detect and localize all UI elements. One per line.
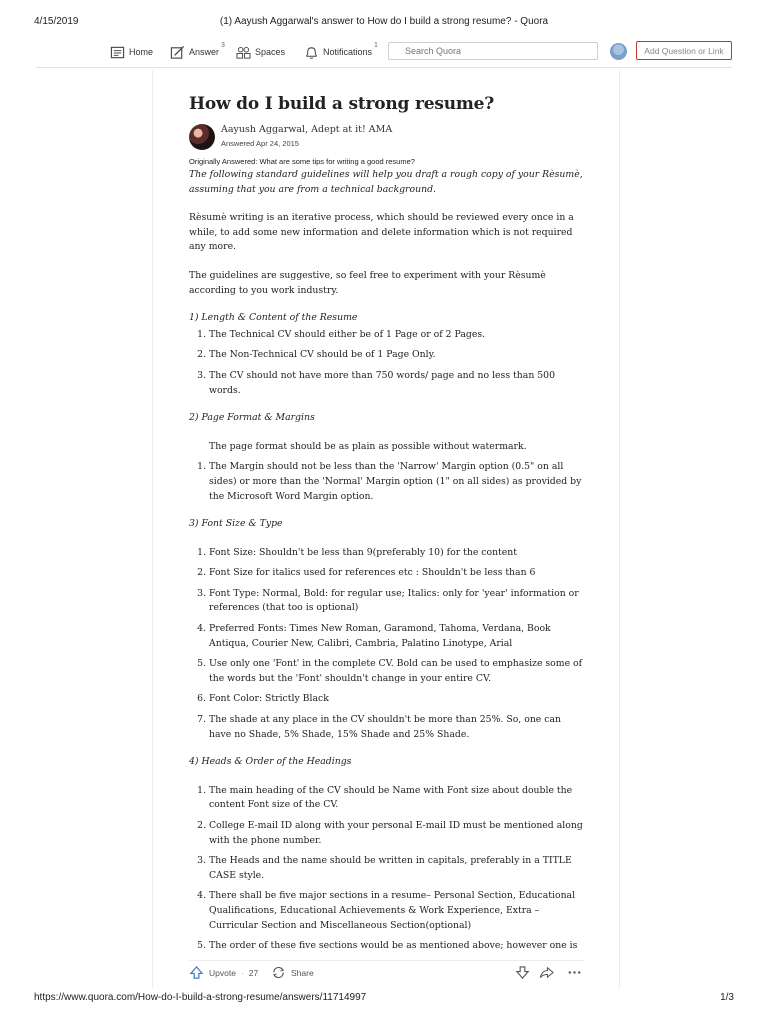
nav-notifications-badge: 1 — [374, 41, 378, 49]
section-heading-2: 2) Page Format & Margins — [189, 412, 315, 424]
list-item: 1. The main heading of the CV should be Name with Font size about double the content Font size of the CV. — [209, 784, 584, 813]
section-heading-1: 1) Length & Content of the Resume — [189, 312, 358, 324]
forward-button[interactable] — [539, 965, 554, 980]
more-options-button[interactable] — [567, 965, 582, 980]
section-3-list — [209, 546, 584, 743]
author-row — [189, 124, 584, 154]
nav-notifications-label: Notifications — [323, 47, 373, 57]
list-item: 2. The Non-Technical CV should be of 1 Page Only. — [209, 348, 584, 363]
list-item: 2. College E-mail ID along with your personal E-mail ID must be mentioned along with the phone number. — [209, 819, 584, 848]
answered-date[interactable]: Answered Apr 24, 2015 — [221, 139, 299, 148]
section-heading-3: 3) Font Size & Type — [189, 518, 283, 530]
section-1-list — [209, 328, 584, 398]
question-title[interactable]: How do I build a strong resume? — [189, 94, 495, 114]
arrow-down-icon — [515, 965, 530, 980]
print-footer — [34, 992, 734, 1006]
list-item: 1. The Margin should not be less than the 'Narrow' Margin option (0.5" on all sides) or more than the 'Normal' Margin option (1" on all sides) as provided by the Microsoft Word Margin option. — [209, 460, 584, 504]
user-avatar[interactable] — [610, 43, 627, 60]
list-item: 4. Preferred Fonts: Times New Roman, Garamond, Tahoma, Verdana, Book Antiqua, Courier New, Calibri, Cambria, Palatino Linotype, Arial — [209, 622, 584, 651]
list-item: 5. The order of these five sections would be as mentioned above; however one is — [209, 939, 584, 954]
list-item: 3. The CV should not have more than 750 words/ page and no less than 500 words. — [209, 369, 584, 398]
print-page-number: 1/3 — [720, 992, 734, 1003]
nav-home-label: Home — [129, 47, 154, 57]
upvote-count: 27 — [248, 967, 259, 978]
nav-answer[interactable] — [170, 42, 227, 62]
author-avatar[interactable] — [189, 124, 215, 150]
answer-card — [152, 70, 620, 988]
section-2-list — [209, 460, 584, 504]
home-icon — [110, 45, 125, 60]
upvote-button[interactable] — [189, 965, 258, 980]
search-input[interactable] — [388, 42, 598, 60]
pencil-square-icon — [170, 45, 185, 60]
list-item: 6. Font Color: Strictly Black — [209, 692, 584, 707]
nav-answer-badge: 3 — [221, 41, 225, 49]
people-icon — [236, 45, 251, 60]
more-dots-icon — [567, 965, 582, 980]
nav-notifications[interactable] — [304, 42, 380, 62]
section-2-lead — [209, 440, 584, 455]
add-question-button[interactable]: Add Question or Link — [636, 41, 732, 60]
share-button[interactable] — [271, 965, 314, 980]
paragraph-1: Rèsumè writing is an iterative process, which should be reviewed every once in a while, to add some new information and delete information which is not required any more. — [189, 212, 574, 253]
top-navigation-bar — [36, 36, 732, 68]
upvote-separator: · — [240, 967, 244, 978]
list-item: 3. The Heads and the name should be written in capitals, preferably in a TITLE CASE style. — [209, 854, 584, 883]
answer-action-bar — [189, 960, 585, 984]
print-date: 4/15/2019 — [34, 16, 79, 27]
list-item: 1. The Technical CV should either be of 1 Page or of 2 Pages. — [209, 328, 584, 343]
nav-spaces-label: Spaces — [255, 47, 286, 57]
bell-icon — [304, 45, 319, 60]
print-url: https://www.quora.com/How-do-I-build-a-strong-resume/answers/11714997 — [34, 992, 367, 1003]
print-title: (1) Aayush Aggarwal's answer to How do I build a strong resume? - Quora — [219, 16, 549, 27]
section-4-list — [209, 784, 584, 954]
list-item: The page format should be as plain as possible without watermark. — [209, 440, 527, 452]
section-heading-4: 4) Heads & Order of the Headings — [189, 756, 352, 768]
list-item: 3. Font Type: Normal, Bold: for regular use; Italics: only for 'year' information or references (that too is optional) — [209, 587, 584, 616]
arrow-up-icon — [189, 965, 204, 980]
list-item: 4. There shall be five major sections in a resume– Personal Section, Educational Qualifications, Educational Achievements & Work Experience, Extra – Curricular Section and Miscellaneous Section(optional) — [209, 889, 584, 933]
paragraph-2: The guidelines are suggestive, so feel free to experiment with your Rèsumè according to you work industry. — [189, 269, 546, 296]
list-item: 7. The shade at any place in the CV shouldn't be more than 25%. So, one can have no Shade, 5% Shade, 15% Shade and 25% Shade. — [209, 713, 584, 742]
nav-spaces[interactable] — [236, 42, 285, 62]
original-question[interactable]: Originally Answered: What are some tips for writing a good resume? — [189, 157, 415, 166]
list-item: 1. Font Size: Shouldn't be less than 9(preferably 10) for the content — [209, 546, 584, 561]
nav-home[interactable] — [110, 42, 153, 62]
list-item: 2. Font Size for italics used for references etc : Shouldn't be less than 6 — [209, 566, 584, 581]
forward-arrow-icon — [539, 965, 554, 980]
nav-answer-label: Answer — [189, 47, 220, 57]
refresh-share-icon — [271, 965, 286, 980]
intro-text: The following standard guidelines will help you draft a rough copy of your Rèsumè, assuming that you are from a technical background. — [189, 169, 583, 195]
answer-content — [189, 92, 584, 954]
upvote-label: Upvote — [209, 967, 236, 978]
downvote-button[interactable] — [515, 965, 530, 980]
list-item: 5. Use only one 'Font' in the complete CV. Bold can be used to emphasize some of the words but the 'Font' shouldn't change in your entire CV. — [209, 657, 584, 686]
print-header — [34, 16, 734, 30]
author-name[interactable]: Aayush Aggarwal, Adept at it! AMA — [221, 124, 393, 135]
share-label: Share — [291, 967, 314, 978]
